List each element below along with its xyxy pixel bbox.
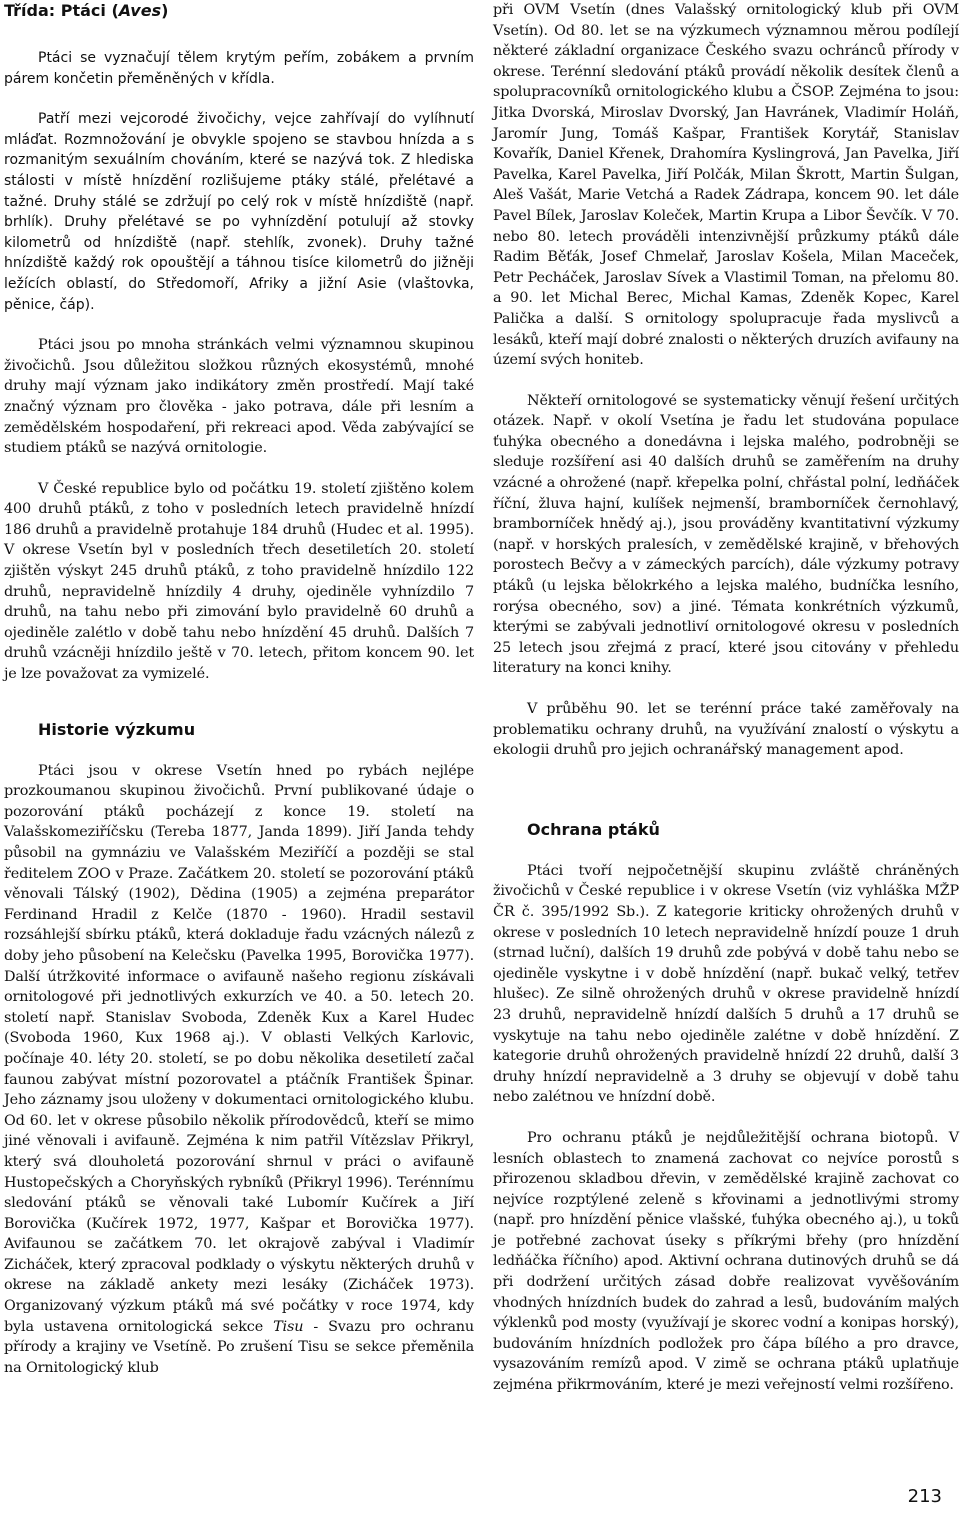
history-text-a: Ptáci jsou v okrese Vsetín hned po rybách nejlépe prozkoumanou skupinou živočichů. První publikované údaje o pozorování ptáků pocházejí z konce 19. století na Valašskomeziříčsku (Tereba 1877, Janda 1899). Jiří Janda tehdy působil na gymnáziu ve Valašském Meziříčí a později se stal ředitelem ZOO v Praze. Začátkem 20. století se pozorování ptáků věnovali Tálský (1902), Dědina (1905) a zejména preparátor Ferdinand Hradil z Kelče (1870 - 1960). Hradil sestavil rozsáhlejší sbírku ptáků, která dokladuje řadu vzácných nálezů z doby jeho působení na Kelečsku (Pavelka 1995, Borovička 1977). Další útržkovité informace o avifauně našeho regionu získávali ornitologové při jednotlivých exkurzích ve 40. a 50. letech 20. století např. Stanislav Svoboda, Zdeněk Kux a Karel Hudec (Svoboda 1960, Kux 1968 aj.). V oblasti Velkých Karlovic, počínaje 40. léty 20. století, se po dobu několika desetiletí začal faunou zabývat místní pozorovatel a ptáčník František Špinar. Jeho záznamy jsou uloženy v dokumentaci ornitologického klubu. Od 60. let v okrese působilo několik přírodovědců, kteří se mimo jiné věnovali i avifauně. Zejména k nim patřil Vítězslav Přikryl, který svá dlouholetá pozorování shrnul v práci o avifauně Hustopečských a Choryňských rybníků (Přikryl 1996). Terénnímu sledování ptáků se věnovali také Lubomír Kučírek a Jiří Borovička (Kučírek 1972, 1977, Kašpar et Borovička 1977). Avifaunou se začátkem 70. let okrajově zabýval i Vladimír Zicháček, který zpracoval podklady o výskytu některých druhů v okrese na základě ankety mezi lesáky (Zicháček 1973). Organizovaný výzkum ptáků má své počátky v roce 1974, kdy byla ustavena ornitologická sekce <box>4 762 474 1335</box>
significance-paragraph: Ptáci jsou po mnoha stránkách velmi významnou skupinou živočichů. Jsou důležitou složkou různých ekosystémů, mnohé druhy mají význam jako indikátory změn prostředí. Mají také značný význam pro člověka - jako potrava, dále při lesním a zemědělském hospodaření, při rekreaci apod. Věda zabývající se studiem ptáků se nazývá ornitologie. <box>4 337 474 457</box>
title-suffix: ) <box>161 1 169 20</box>
section-heading-history: Historie výzkumu <box>38 719 196 739</box>
page-title <box>4 0 474 22</box>
intro-paragraph-1: Ptáci se vyznačují tělem krytým peřím, zobákem a prvním párem končetin přeměněných v křídla. <box>4 50 474 87</box>
history-text-b: - Svazu pro ochranu přírody a krajiny ve Vsetíně. Po zrušení Tisu se sekce přeměnila na Ornitologický klub <box>4 1318 474 1376</box>
page-number: 213 <box>907 1486 942 1507</box>
intro-paragraph-2: Patří mezi vejcorodé živočichy, vejce zahřívají do vylíhnutí mláďat. Rozmnožování je obvykle spojeno se stavbou hnízda a s rozmanitým sexuálním chováním, které se nazývá tok. Z hlediska stálosti v místě hnízdění rozlišujeme ptáky stálé, přelétavé a tažné. Druhy stálé se zdržují po celý rok v místě hnízdiště (např. brhlík). Druhy přelétavé se po vyhnízdění potulují až stovky kilometrů od hnízdiště (např. stehlík, zvonek). Druhy tažné hnízdiště každý rok opouštějí a táhnou tisíce kilometrů do jižněji ležících oblastí, do Středomoří, Afriky a jižní Asie (vlaštovka, pěnice, čáp). <box>4 111 474 313</box>
history-italic-tisu: Tisu <box>273 1318 304 1335</box>
species-count-paragraph: V České republice bylo od počátku 19. století zjištěno kolem 400 druhů ptáků, z toho v posledních letech pravidelně hnízdí 186 druhů a pravidelně protahuje 184 druhů (Hudec et al. 1995). V okrese Vsetín byl v posledních třech desetiletích 20. století zjištěn výskyt 245 druhů ptáků, z toho pravidelně hnízdilo 122 druhů, nepravidelně hnízdily 4 druhy, ojediněle vyhnízdilo 7 druhů, na tahu nebo při zimování bylo pravidelně 60 druhů a ojediněle zalétlo v době tahu nebo hnízdění 45 druhů. Dalších 7 druhů vzácněji hnízdilo ještě v 70. letech, přitom koncem 90. let je lze považovat za vymizelé. <box>4 480 474 683</box>
habitat-protection-paragraph: Pro ochranu ptáků je nejdůležitější ochrana biotopů. V lesních oblastech to znamená zachovat co nejvíce porostů s přirozenou skladbou dřevin, v zemědělské krajině zachovat co nejvíce rozptýlené zeleně s křovinami a jednotlivými stromy (např. pro hnízdění pěnice vlašské, ťuhýka obecného aj.), u toků je potřebné zachovat úseky s příkrými břehy (pro hnízdění ledňáčka říčního) apod. Aktivní ochrana dutinových druhů se dá při dodržení určitých zásad dobře realizovat vyvěšováním vhodných hnízdních budek do zahrad a lesů, budováním malých výklenků pod mosty (využívají je skorec vodní a konipas horský), budováním hnízdních podložek pro čápa bílého a pro dravce, vysazováním remízů apod. V zimě se ochrana ptáků uplatňuje zejména přikrmováním, které je mezi veřejností velmi rozšířeno. <box>493 1129 959 1394</box>
conservation-research-paragraph: V průběhu 90. let se terénní práce také zaměřovaly na problematiku ochrany druhů, na využívání znalostí o výskytu a ekologii druhů pro jejich ochranářský management apod. <box>493 701 959 759</box>
section-heading-protection: Ochrana ptáků <box>527 819 660 839</box>
title-latin-name: Aves <box>118 1 162 20</box>
history-continued-paragraph: při OVM Vsetín (dnes Valašský ornitologický klub při OVM Vsetín). Od 80. let se na výzkumech významnou měrou podílejí některé základní organizace Českého svazu ochránců přírody v okrese. Terénní sledování ptáků provádí několik desítek členů a spolupracovníků ornitologického klubu a ČSOP. Zejména to jsou: Jitka Dvorská, Miroslav Dvorský, Jan Havránek, Vladimír Holáň, Jaromír Jung, Tomáš Kašpar, František Korytář, Stanislav Kovařík, Daniel Křenek, Drahomíra Kyslingrová, Jan Pavelka, Jiří Pavelka, Karel Pavelka, Jiří Polčák, Milan Škrott, Martin Šulgan, Aleš Vašát, Marie Vetchá a Radek Zádrapa, koncem 90. let dále Pavel Bílek, Jaroslav Koleček, Martin Krupa a Libor Ševčík. V 70. nebo 80. letech prováděli intenzivnější průzkumy ptáků dále Radim Běťák, Josef Chmelař, Jaroslav Košela, Milan Maceček, Petr Pecháček, Jaroslav Sívek a Vlastimil Toman, na přelomu 80. a 90. let Michal Berec, Michal Kamas, Zdeněk Kopec, Karel Palička a další. S ornitology spolupracuje řada myslivců a lesáků, kteří mají dobré znalosti o některých druzích avifauny na území svých honiteb. <box>493 2 959 369</box>
history-paragraph <box>4 761 474 1379</box>
right-column <box>493 0 959 1396</box>
title-prefix: Třída: Ptáci ( <box>4 1 119 20</box>
left-column <box>4 0 474 1378</box>
protected-species-paragraph: Ptáci tvoří nejpočetnější skupinu zvláště chráněných živočichů v České republice i v okrese Vsetín (viz vyhláška MŽP ČR č. 395/1992 Sb.). Z kategorie kriticky ohrožených druhů v okrese v posledních 10 letech nepravidelně hnízdí pouze 1 druh (strnad luční), dalších 19 druhů zde pobývá v době tahu nebo se ojediněle vyskytne i v době hnízdění (např. bukač velký, tetřev hlušec). Ze silně ohrožených druhů v okrese pravidelně hnízdí 23 druhů, nepravidelně hnízdí dalších 5 druhů a 17 druhů se vyskytuje na tahu nebo ojediněle zalétne v době hnízdění. Z kategorie druhů ohrožených pravidelně hnízdí 22 druhů, další 3 druhy hnízdí nepravidelně a 3 druhy se objevují v době tahu nebo zalétnou ve hnízdní době. <box>493 862 959 1106</box>
research-topics-paragraph: Někteří ornitologové se systematicky věnují řešení určitých otázek. Např. v okolí Vsetína je řadu let studována populace ťuhýka obecného a donedávna i lejska malého, podrobněji se sleduje rozšíření asi 40 dalších druhů se zaměřením na druhy vzácné a ohrožené (např. křepelka polní, chřástal polní, ledňáček říční, žluva hajní, kulíšek nejmenší, bramborníček černohlavý, bramborníček hnědý aj.), jsou prováděny kvantitativní výzkumy (např. v horských pralesích, v zemědělské krajině, v břehových porostech Bečvy a v zámeckých parcích), dále výzkumy potravy ptáků (u lejska bělokrkého a lejska malého, budníčka lesního, rorýsa obecného, sov) a jiné. Témata konkrétních výzkumů, kterými se zabývali jednotliví ornitologové okresu v posledních 25 letech jsou zřejmá z prací, které jsou citovány v přehledu literatury na konci knihy. <box>493 392 959 677</box>
